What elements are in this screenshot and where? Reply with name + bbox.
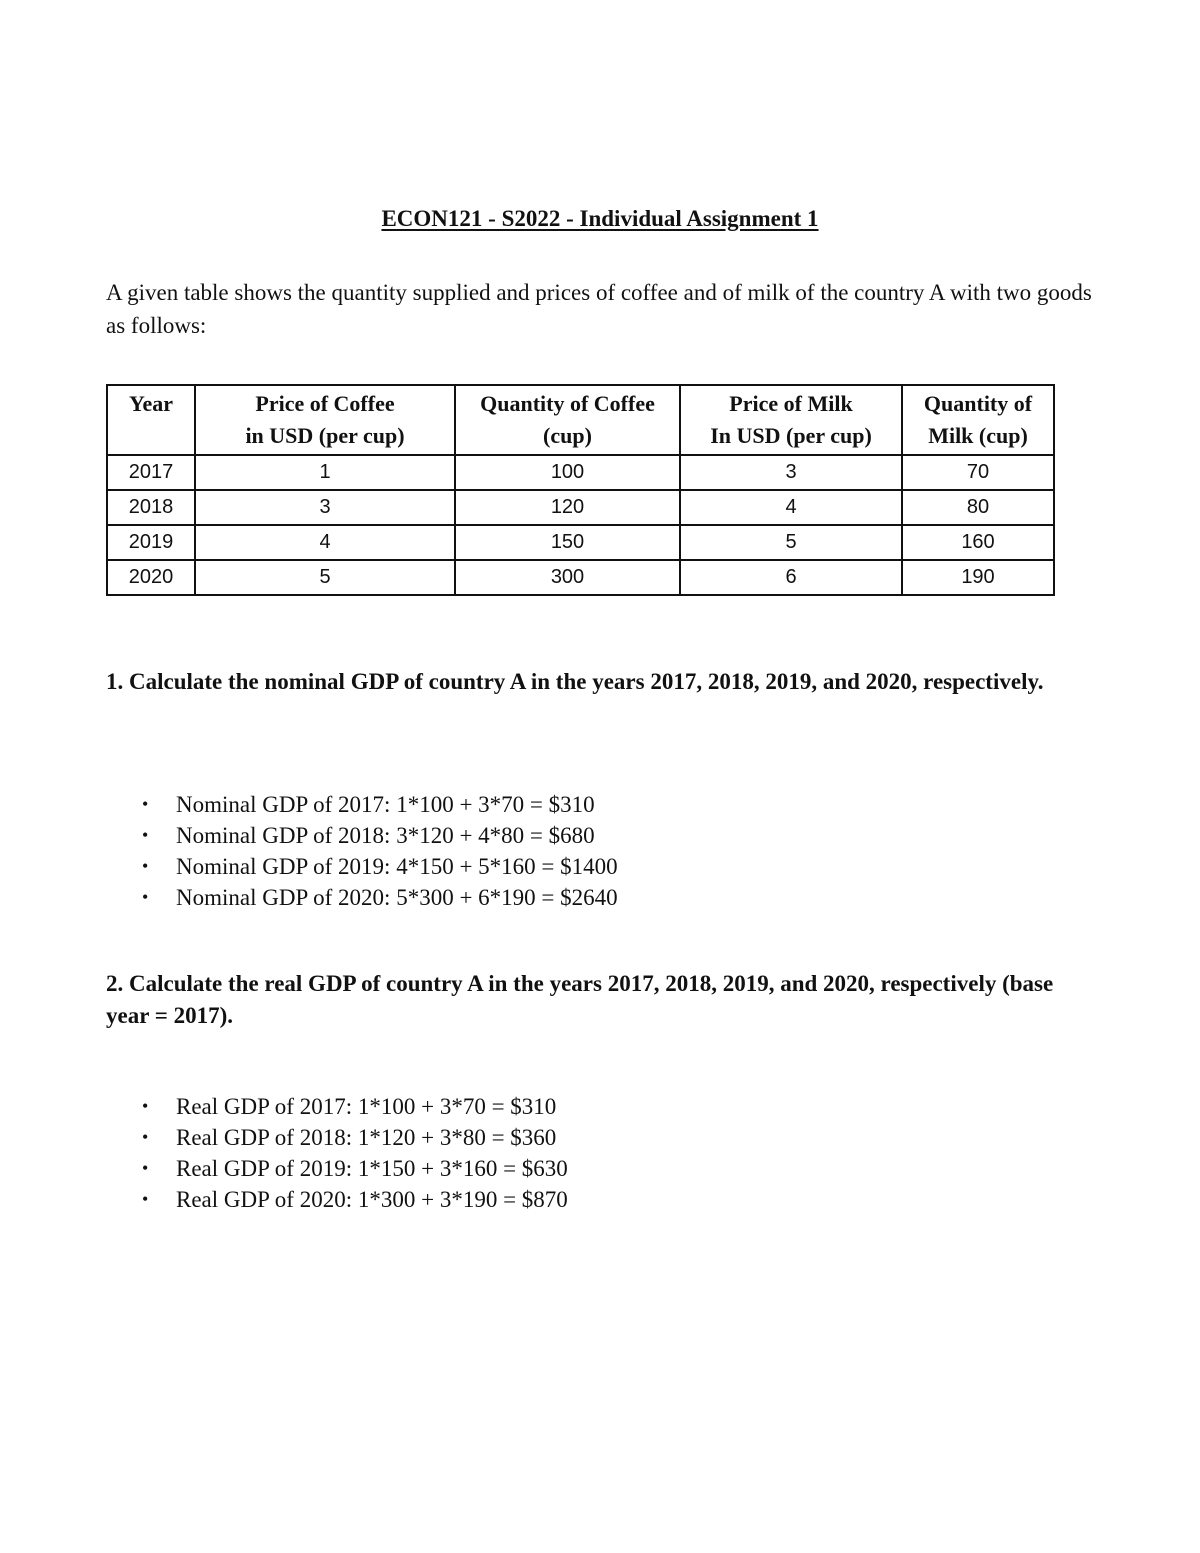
answers-list-2	[106, 1091, 568, 1215]
cell-quantity-coffee: 300	[455, 560, 680, 595]
table-row	[107, 490, 1054, 525]
data-table	[106, 384, 1055, 596]
answer-text: Nominal GDP of 2020: 5*300 + 6*190 = $2640	[176, 885, 618, 910]
table-header-row	[107, 385, 1054, 455]
cell-quantity-milk: 160	[902, 525, 1054, 560]
list-item	[106, 851, 618, 882]
list-item	[106, 1153, 568, 1184]
cell-price-milk: 4	[680, 490, 902, 525]
intro-paragraph: A given table shows the quantity supplied and prices of coffee and of milk of the country A with two goods as follows:	[106, 280, 1092, 338]
header-price-coffee-line1: Price of Coffee	[255, 391, 395, 416]
cell-price-milk: 5	[680, 525, 902, 560]
cell-quantity-coffee: 100	[455, 455, 680, 490]
header-quantity-coffee-line1: Quantity of Coffee	[480, 391, 655, 416]
cell-quantity-milk: 70	[902, 455, 1054, 490]
answer-text: Nominal GDP of 2018: 3*120 + 4*80 = $680	[176, 823, 595, 848]
header-quantity-milk-line2: Milk (cup)	[928, 423, 1028, 448]
question-1: 1. Calculate the nominal GDP of country A in the years 2017, 2018, 2019, and 2020, respectively.	[106, 669, 1044, 694]
cell-year: 2018	[107, 490, 195, 525]
table-row	[107, 525, 1054, 560]
answer-text: Nominal GDP of 2019: 4*150 + 5*160 = $1400	[176, 854, 618, 879]
cell-price-milk: 3	[680, 455, 902, 490]
header-price-coffee-line2: in USD (per cup)	[245, 423, 405, 448]
cell-quantity-milk: 80	[902, 490, 1054, 525]
list-item	[106, 882, 618, 913]
table-row	[107, 560, 1054, 595]
header-year-line1: Year	[129, 391, 173, 416]
bullet-icon: •	[142, 1189, 149, 1209]
header-quantity-milk-line1: Quantity of	[923, 391, 1033, 416]
cell-price-coffee: 5	[195, 560, 455, 595]
list-item	[106, 1091, 568, 1122]
answer-text: Real GDP of 2017: 1*100 + 3*70 = $310	[176, 1094, 557, 1119]
cell-price-coffee: 1	[195, 455, 455, 490]
list-item	[106, 820, 618, 851]
answer-text: Nominal GDP of 2017: 1*100 + 3*70 = $310	[176, 792, 595, 817]
bullet-icon: •	[142, 1096, 149, 1116]
cell-price-coffee: 4	[195, 525, 455, 560]
bullet-icon: •	[142, 794, 149, 814]
header-quantity-coffee	[455, 385, 680, 455]
bullet-icon: •	[142, 856, 149, 876]
cell-year: 2019	[107, 525, 195, 560]
header-quantity-milk	[902, 385, 1054, 455]
list-item	[106, 1122, 568, 1153]
answer-text: Real GDP of 2018: 1*120 + 3*80 = $360	[176, 1125, 557, 1150]
cell-price-milk: 6	[680, 560, 902, 595]
cell-quantity-coffee: 150	[455, 525, 680, 560]
bullet-icon: •	[142, 887, 149, 907]
list-item	[106, 789, 618, 820]
document-title: ECON121 - S2022 - Individual Assignment 1	[381, 206, 819, 231]
answer-text: Real GDP of 2019: 1*150 + 3*160 = $630	[176, 1156, 568, 1181]
list-item	[106, 1184, 568, 1215]
cell-quantity-coffee: 120	[455, 490, 680, 525]
header-price-milk-line2: In USD (per cup)	[710, 423, 872, 448]
bullet-icon: •	[142, 1127, 149, 1147]
header-quantity-coffee-line2: (cup)	[543, 423, 592, 448]
cell-quantity-milk: 190	[902, 560, 1054, 595]
table-row	[107, 455, 1054, 490]
header-price-milk-line1: Price of Milk	[729, 391, 853, 416]
header-price-milk	[680, 385, 902, 455]
cell-year: 2020	[107, 560, 195, 595]
question-2: 2. Calculate the real GDP of country A in the years 2017, 2018, 2019, and 2020, respectively (base year = 2017).	[106, 971, 1054, 1028]
cell-price-coffee: 3	[195, 490, 455, 525]
bullet-icon: •	[142, 1158, 149, 1178]
header-year	[107, 385, 195, 455]
answers-list-1	[106, 789, 618, 913]
bullet-icon: •	[142, 825, 149, 845]
cell-year: 2017	[107, 455, 195, 490]
header-price-coffee	[195, 385, 455, 455]
answer-text: Real GDP of 2020: 1*300 + 3*190 = $870	[176, 1187, 568, 1212]
